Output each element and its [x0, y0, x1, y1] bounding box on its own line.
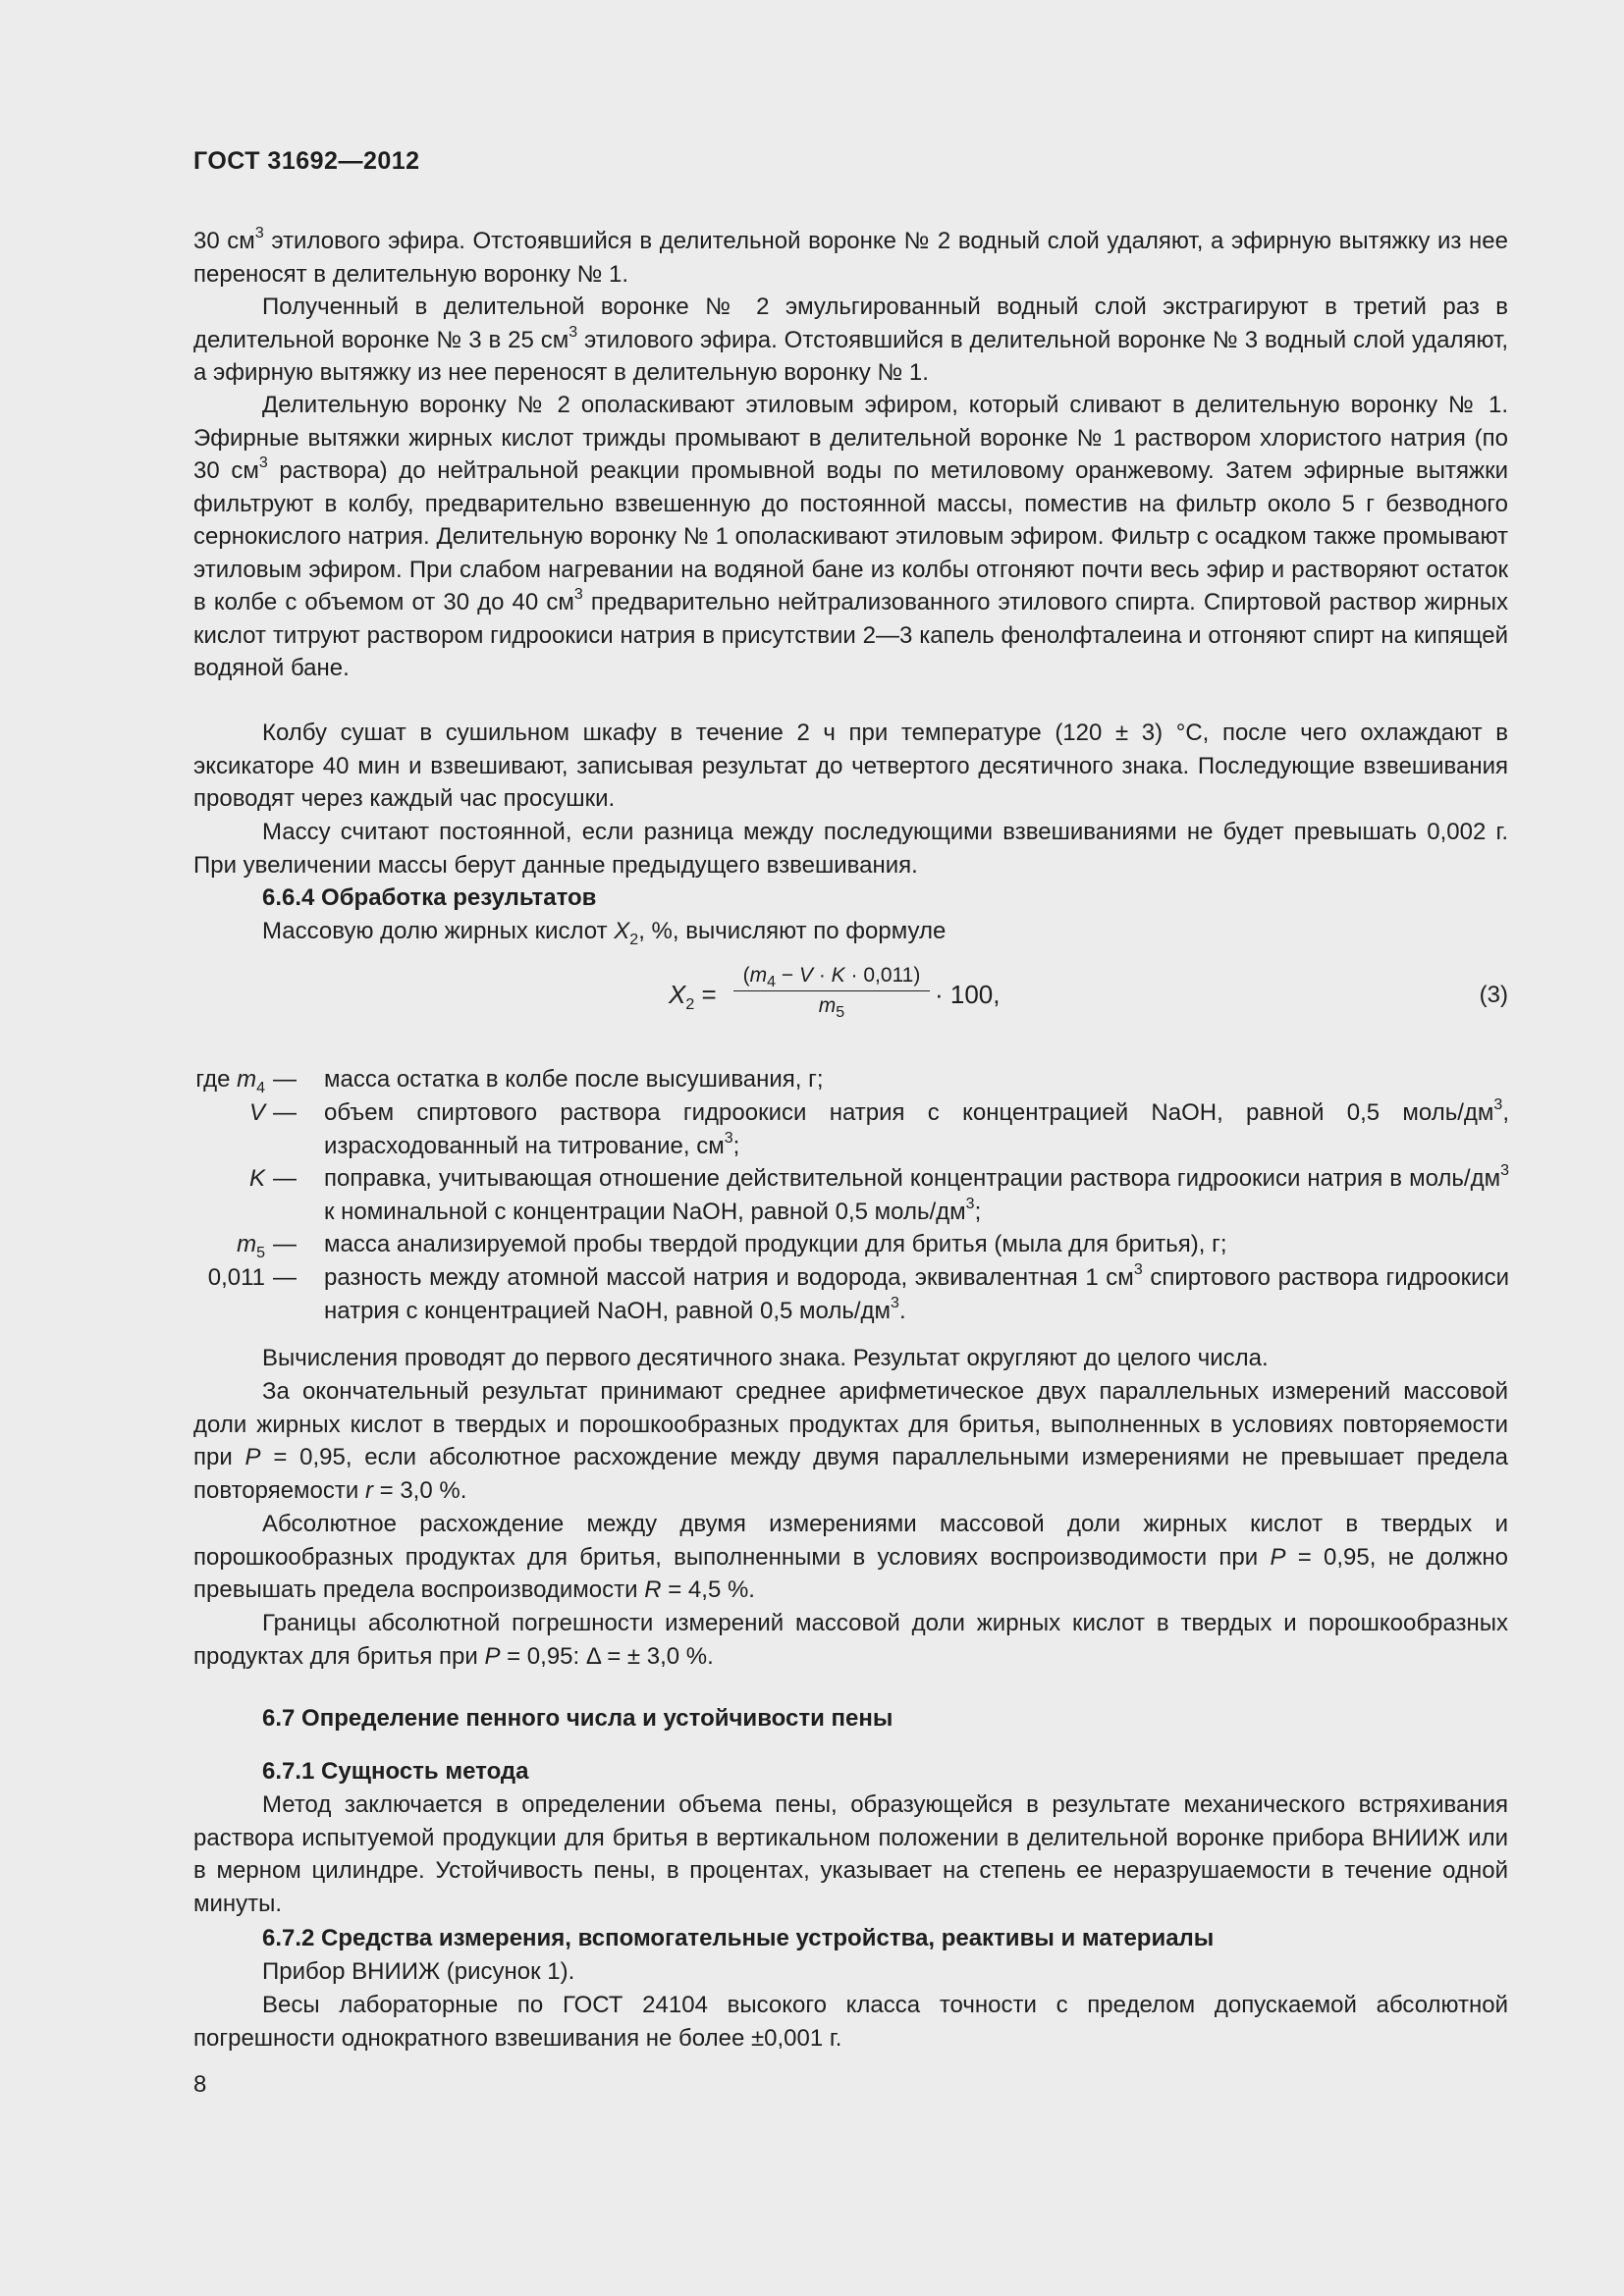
- paragraph-4: Колбу сушат в сушильном шкафу в течение 2 ч при температуре (120 ± 3) °С, после чего охлаждают в эксикаторе 40 мин и взвешивают, записывая результат до четвертого десятичного знака. Последующие взвешивания проводят через каждый час просушки.: [193, 720, 1508, 812]
- paragraph-6: Массовую долю жирных кислот $X_2$, %, вычисляют по формуле: [262, 918, 947, 948]
- paragraph-10: Границы абсолютной погрешности измерений массовой доли жирных кислот в твердых и порошкообразных продуктах для бритья при P = 0,95: Δ = ± 3,0 %.: [193, 1610, 1508, 1670]
- definition-m4: где $m_4$ — масса остатка в колбе после высушивания, г;: [195, 1066, 824, 1096]
- definition-k: K — поправка, учитывающая отношение действительной концентрации раствора гидроокиси натрия в моль/$дм^3$ к номинальной с концентрации NaOH, равной 0,5 моль/$дм^3$;: [248, 1162, 1509, 1225]
- definition-0011: 0,011 — разность между атомной массой натрия и водорода, эквивалентная 1 $см^3$ спиртового раствора гидроокиси натрия с концентрацией NaOH, равной 0,5 моль/$дм^3$.: [207, 1261, 1509, 1324]
- paragraph-13: Весы лабораторные по ГОСТ 24104 высокого класса точности с пределом допускаемой абсолютной погрешности однократного взвешивания не более ±0,001 г.: [193, 1992, 1508, 2052]
- page-number: 8: [193, 2071, 207, 2098]
- paragraph-8: За окончательный результат принимают среднее арифметическое двух параллельных измерений массовой доли жирных кислот в твердых и порошкообразных продуктах для бритья, выполненных в условиях повторяемости при P = 0,95, если абсолютное расхождение между двумя параллельными измерениями не превышает предела повторяемости r = 3,0 %.: [193, 1378, 1509, 1504]
- heading-6-6-4: 6.6.4 Обработка результатов: [262, 884, 597, 911]
- paragraph-3: Делительную воронку № 2 ополаскивают этиловым эфиром, который сливают в делительную воронку № 1. Эфирные вытяжки жирных кислот трижды промывают в делительной воронке № 1 раствором хлористого натрия (по 30 $см^3$ раствора) до нейтральной реакции промывной воды по метиловому оранжевому. Затем эфирные вытяжки фильтруют в колбу, предварительно взвешенную до постоянной массы, поместив на фильтр около 5 г безводного сернокислого натрия. Делительную воронку № 1 ополаскивают этиловым эфиром. Фильтр с осадком также промывают этиловым эфиром. При слабом нагревании на водяной бане из колбы отгоняют почти весь эфир и растворяют остаток в колбе с объемом от 30 до 40 $см^3$ предварительно нейтрализованного этилового спирта. Спиртовой раствор жирных кислот титруют раствором гидроокиси натрия в присутствии 2—3 капель фенолфталеина и отгоняют спирт на кипящей водяной бане.: [193, 392, 1509, 681]
- formula-multiplier: · 100,: [935, 980, 1001, 1009]
- formula-fraction: [733, 964, 930, 1022]
- paragraph-1: 30 $см^3$ этилового эфира. Отстоявшийся в делительной воронке № 2 водный слой удаляют, а эфирную вытяжку из нее переносят в делительную воронку № 1.: [193, 225, 1508, 288]
- paragraph-12: Прибор ВНИИЖ (рисунок 1).: [262, 1958, 575, 1985]
- formula-number: (3): [1479, 982, 1508, 1008]
- paragraph-2: Полученный в делительной воронке № 2 эмульгированный водный слой экстрагируют в третий раз в делительной воронке № 3 в 25 $см^3$ этилового эфира. Отстоявшийся в делительной воронке № 3 водный слой удаляют, а эфирную вытяжку из нее переносят в делительную воронку № 1.: [193, 294, 1509, 386]
- heading-6-7-2: 6.7.2 Средства измерения, вспомогательные устройства, реактивы и материалы: [262, 1925, 1215, 1951]
- definitions-list: [0, 1063, 1508, 1327]
- formula-3: [193, 962, 1508, 1031]
- formula-numerator: $(m_4 - V \cdot K \cdot 0,011)$: [733, 964, 930, 991]
- heading-6-7-1: 6.7.1 Сущность метода: [262, 1758, 529, 1785]
- document-code: ГОСТ 31692—2012: [193, 147, 420, 175]
- formula-lhs: $X_2$ =: [669, 980, 717, 1014]
- heading-6-7: 6.7 Определение пенного числа и устойчивости пены: [262, 1705, 893, 1732]
- paragraph-11: Метод заключается в определении объема пены, образующейся в результате механического встряхивания раствора испытуемой продукции для бритья в вертикальном положении в делительной воронке прибора ВНИИЖ или в мерном цилиндре. Устойчивость пены, в процентах, указывает на степень ее неразрушаемости в течение одной минуты.: [193, 1791, 1508, 1917]
- paragraph-9: Абсолютное расхождение между двумя измерениями массовой доли жирных кислот в твердых и порошкообразных продуктах для бритья, выполненными в условиях воспроизводимости при P = 0,95, не должно превышать предела воспроизводимости R = 4,5 %.: [193, 1511, 1508, 1603]
- paragraph-7: Вычисления проводят до первого десятичного знака. Результат округляют до целого числа.: [262, 1345, 1269, 1371]
- definition-m5: $m_5$ — масса анализируемой пробы твердой продукции для бритья (мыла для бритья), г;: [237, 1231, 1227, 1261]
- formula-denominator: $m_5$: [818, 994, 845, 1022]
- definition-v: V — объем спиртового раствора гидроокиси натрия с концентрацией NaOH, равной 0,5 моль/$дм^3$, израсходованный на титрование, $см^3$;: [248, 1096, 1509, 1159]
- paragraph-5: Массу считают постоянной, если разница между последующими взвешиваниями не будет превышать 0,002 г. При увеличении массы берут данные предыдущего взвешивания.: [193, 819, 1508, 879]
